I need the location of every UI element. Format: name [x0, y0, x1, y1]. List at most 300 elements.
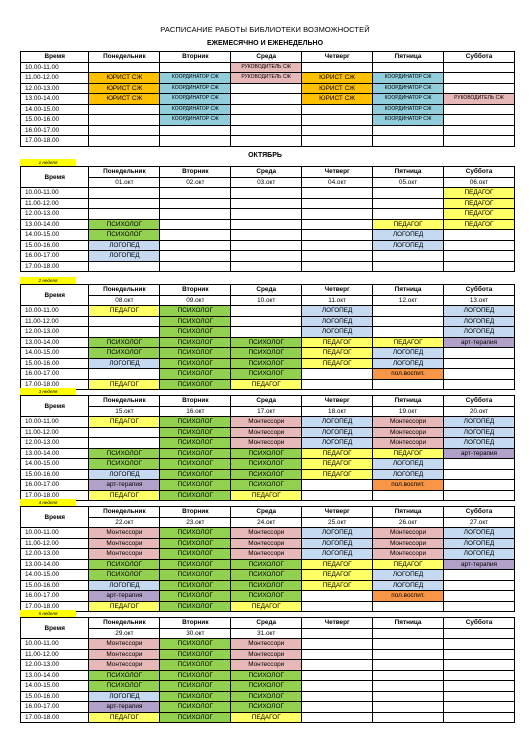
schedule-cell: ПЕДАГОГ: [89, 417, 160, 428]
table-row: [21, 448, 515, 459]
time-cell: 13.00-14.00: [21, 94, 89, 105]
schedule-cell: КООРДИНАТОР СЖ: [160, 115, 231, 126]
schedule-cell: ЛОГОПЕД: [444, 438, 515, 449]
schedule-cell: ПЕДАГОГ: [89, 306, 160, 317]
schedule-cell: Монтессори: [231, 427, 302, 438]
schedule-cell: Монтессори: [89, 528, 160, 539]
table-row: [21, 559, 515, 570]
table-row: [21, 358, 515, 369]
schedule-cell: ПСИХОЛОГ: [89, 559, 160, 570]
schedule-cell: КООРДИНАТОР СЖ: [373, 73, 444, 84]
table-row: [21, 136, 515, 147]
schedule-cell: [373, 198, 444, 209]
schedule-cell: Монтессори: [89, 660, 160, 671]
schedule-cell: ЛОГОПЕД: [302, 549, 373, 560]
schedule-cell: [444, 348, 515, 359]
week-label: 2 неделя: [20, 277, 76, 284]
time-cell: 15.00-16.00: [21, 580, 89, 591]
date-cell: [302, 628, 373, 639]
date-cell: 08.окт: [89, 295, 160, 306]
schedule-cell: ПЕДАГОГ: [302, 348, 373, 359]
column-header: Понедельник: [89, 507, 160, 518]
schedule-cell: ПСИХОЛОГ: [89, 681, 160, 692]
time-cell: 14.00-15.00: [21, 570, 89, 581]
schedule-cell: Монтессори: [373, 427, 444, 438]
date-row: [21, 517, 515, 528]
schedule-cell: арт-терапия: [89, 702, 160, 713]
date-cell: 15.окт: [89, 406, 160, 417]
time-cell: 12.00-13.00: [21, 660, 89, 671]
schedule-cell: ЛОГОПЕД: [373, 348, 444, 359]
time-cell: 15.00-16.00: [21, 358, 89, 369]
schedule-cell: [302, 379, 373, 390]
time-column-header: Время: [21, 396, 89, 417]
table-row: [21, 459, 515, 470]
schedule-cell: [231, 115, 302, 126]
schedule-cell: [373, 670, 444, 681]
schedule-cell: арт-терапия: [444, 559, 515, 570]
schedule-cell: [373, 681, 444, 692]
schedule-cell: ЛОГОПЕД: [444, 306, 515, 317]
schedule-cell: [373, 136, 444, 147]
schedule-cell: ЛОГОПЕД: [373, 230, 444, 241]
date-cell: 30.окт: [160, 628, 231, 639]
column-header: Четверг: [302, 52, 373, 63]
column-header: Пятница: [373, 285, 444, 296]
column-header: Среда: [231, 285, 302, 296]
time-cell: 12.00-13.00: [21, 438, 89, 449]
schedule-cell: ЛОГОПЕД: [444, 316, 515, 327]
time-cell: 15.00-16.00: [21, 240, 89, 251]
date-row: [21, 295, 515, 306]
table-row: [21, 601, 515, 612]
schedule-cell: [444, 580, 515, 591]
week-schedule-table: [20, 284, 515, 390]
time-column-header: Время: [21, 167, 89, 188]
schedule-cell: ПСИХОЛОГ: [160, 702, 231, 713]
schedule-cell: ПЕДАГОГ: [302, 337, 373, 348]
column-header: Суббота: [444, 167, 515, 178]
schedule-cell: ЛОГОПЕД: [302, 538, 373, 549]
schedule-cell: ПСИХОЛОГ: [160, 660, 231, 671]
date-cell: 09.окт: [160, 295, 231, 306]
schedule-cell: [302, 702, 373, 713]
time-cell: 14.00-15.00: [21, 104, 89, 115]
schedule-cell: [373, 306, 444, 317]
table-row: [21, 528, 515, 539]
schedule-cell: ПСИХОЛОГ: [231, 480, 302, 491]
schedule-cell: ПСИХОЛОГ: [160, 538, 231, 549]
schedule-cell: [89, 327, 160, 338]
column-header: Понедельник: [89, 618, 160, 629]
schedule-cell: [231, 306, 302, 317]
schedule-cell: [444, 712, 515, 723]
column-header: Время: [21, 52, 89, 63]
schedule-cell: [231, 261, 302, 272]
column-header: Четверг: [302, 285, 373, 296]
column-header: Среда: [231, 52, 302, 63]
schedule-cell: [444, 358, 515, 369]
time-column-header: Время: [21, 285, 89, 306]
schedule-cell: Монтессори: [231, 438, 302, 449]
column-header: Понедельник: [89, 52, 160, 63]
schedule-cell: [89, 188, 160, 199]
schedule-cell: ЮРИСТ СЖ: [302, 73, 373, 84]
date-row: [21, 406, 515, 417]
schedule-cell: [231, 327, 302, 338]
time-cell: 15.00-16.00: [21, 115, 89, 126]
table-row: [21, 660, 515, 671]
schedule-cell: [444, 660, 515, 671]
column-header: Вторник: [160, 507, 231, 518]
schedule-cell: ПЕДАГОГ: [89, 490, 160, 501]
schedule-cell: ЮРИСТ СЖ: [89, 94, 160, 105]
schedule-cell: пол.воспит.: [373, 480, 444, 491]
schedule-cell: КООРДИНАТОР СЖ: [373, 115, 444, 126]
time-cell: 14.00-15.00: [21, 348, 89, 359]
table-row: [21, 261, 515, 272]
table-row: [21, 490, 515, 501]
schedule-cell: ПСИХОЛОГ: [231, 358, 302, 369]
time-cell: 15.00-16.00: [21, 691, 89, 702]
header-row: [21, 618, 515, 629]
schedule-cell: арт-терапия: [444, 448, 515, 459]
schedule-cell: [89, 209, 160, 220]
schedule-cell: [231, 104, 302, 115]
table-row: [21, 62, 515, 73]
schedule-cell: [302, 240, 373, 251]
date-cell: 01.окт: [89, 177, 160, 188]
date-cell: 27.окт: [444, 517, 515, 528]
schedule-cell: ПСИХОЛОГ: [231, 348, 302, 359]
time-cell: 16.00-17.00: [21, 369, 89, 380]
schedule-cell: [444, 670, 515, 681]
schedule-cell: ЛОГОПЕД: [373, 570, 444, 581]
schedule-cell: ЛОГОПЕД: [373, 358, 444, 369]
column-header: Пятница: [373, 52, 444, 63]
time-cell: 14.00-15.00: [21, 681, 89, 692]
schedule-cell: ПЕДАГОГ: [444, 188, 515, 199]
schedule-cell: ЛОГОПЕД: [89, 358, 160, 369]
schedule-cell: [373, 691, 444, 702]
column-header: Четверг: [302, 507, 373, 518]
date-row: [21, 177, 515, 188]
column-header: Пятница: [373, 618, 444, 629]
schedule-cell: ПСИХОЛОГ: [160, 591, 231, 602]
time-column-header: Время: [21, 618, 89, 639]
time-cell: 13.00-14.00: [21, 448, 89, 459]
schedule-cell: ПСИХОЛОГ: [231, 469, 302, 480]
schedule-cell: [89, 438, 160, 449]
table-row: [21, 681, 515, 692]
schedule-cell: [89, 198, 160, 209]
schedule-cell: КООРДИНАТОР СЖ: [373, 104, 444, 115]
schedule-cell: ПСИХОЛОГ: [160, 712, 231, 723]
schedule-cell: ПСИХОЛОГ: [89, 219, 160, 230]
schedule-cell: КООРДИНАТОР СЖ: [160, 73, 231, 84]
schedule-cell: [373, 261, 444, 272]
time-cell: 13.00-14.00: [21, 337, 89, 348]
schedule-cell: РУКОВОДИТЕЛЬ СЖ: [444, 94, 515, 105]
schedule-cell: ПЕДАГОГ: [89, 712, 160, 723]
time-cell: 14.00-15.00: [21, 230, 89, 241]
schedule-cell: ЛОГОПЕД: [444, 327, 515, 338]
schedule-cell: ПЕДАГОГ: [231, 490, 302, 501]
schedule-cell: Монтессори: [231, 528, 302, 539]
schedule-cell: ПСИХОЛОГ: [231, 681, 302, 692]
schedule-cell: [373, 649, 444, 660]
schedule-cell: [89, 104, 160, 115]
table-row: [21, 480, 515, 491]
schedule-cell: [89, 316, 160, 327]
schedule-cell: [373, 702, 444, 713]
schedule-cell: ПСИХОЛОГ: [160, 459, 231, 470]
schedule-cell: ПСИХОЛОГ: [160, 570, 231, 581]
schedule-cell: ЛОГОПЕД: [302, 306, 373, 317]
schedule-cell: [444, 681, 515, 692]
schedule-cell: ПСИХОЛОГ: [160, 639, 231, 650]
schedule-cell: Монтессори: [373, 549, 444, 560]
week-label: 4 неделя: [20, 499, 76, 506]
schedule-cell: [160, 209, 231, 220]
date-row: [21, 628, 515, 639]
time-cell: 17.00-18.00: [21, 601, 89, 612]
schedule-cell: [444, 125, 515, 136]
time-cell: 10.00-11.00: [21, 417, 89, 428]
schedule-cell: ПЕДАГОГ: [373, 559, 444, 570]
schedule-cell: ПСИХОЛОГ: [160, 490, 231, 501]
schedule-cell: [444, 379, 515, 390]
schedule-cell: ПСИХОЛОГ: [160, 306, 231, 317]
column-header: Вторник: [160, 167, 231, 178]
schedule-cell: [302, 115, 373, 126]
date-cell: 29.окт: [89, 628, 160, 639]
schedule-cell: [302, 480, 373, 491]
schedule-cell: [160, 62, 231, 73]
time-cell: 16.00-17.00: [21, 702, 89, 713]
schedule-cell: [444, 649, 515, 660]
schedule-cell: [373, 660, 444, 671]
schedule-cell: [302, 490, 373, 501]
schedule-cell: ПСИХОЛОГ: [231, 448, 302, 459]
schedule-cell: Монтессори: [231, 660, 302, 671]
schedule-cell: [231, 316, 302, 327]
schedule-cell: ПСИХОЛОГ: [160, 369, 231, 380]
header-row: [21, 167, 515, 178]
column-header: Суббота: [444, 52, 515, 63]
column-header: Четверг: [302, 167, 373, 178]
schedule-cell: ЮРИСТ СЖ: [302, 83, 373, 94]
table-row: [21, 337, 515, 348]
column-header: Среда: [231, 167, 302, 178]
column-header: Среда: [231, 507, 302, 518]
schedule-cell: [302, 230, 373, 241]
table-row: [21, 417, 515, 428]
schedule-cell: [302, 125, 373, 136]
schedule-cell: [444, 570, 515, 581]
schedule-cell: [444, 691, 515, 702]
schedule-cell: ПЕДАГОГ: [302, 459, 373, 470]
schedule-cell: [231, 240, 302, 251]
schedule-cell: [444, 490, 515, 501]
schedule-cell: ПЕДАГОГ: [444, 209, 515, 220]
schedule-cell: [160, 125, 231, 136]
schedule-cell: ПСИХОЛОГ: [231, 369, 302, 380]
schedule-cell: [302, 591, 373, 602]
schedule-cell: [89, 62, 160, 73]
schedule-cell: ПЕДАГОГ: [302, 448, 373, 459]
schedule-cell: Монтессори: [231, 538, 302, 549]
schedule-cell: [444, 83, 515, 94]
schedule-cell: ПСИХОЛОГ: [160, 681, 231, 692]
schedule-cell: [89, 261, 160, 272]
time-cell: 10.00-11.00: [21, 188, 89, 199]
table-row: [21, 188, 515, 199]
schedule-cell: [231, 209, 302, 220]
date-cell: 20.окт: [444, 406, 515, 417]
schedule-cell: арт-терапия: [444, 337, 515, 348]
schedule-cell: Монтессори: [89, 649, 160, 660]
time-cell: 11.00-12.00: [21, 198, 89, 209]
schedule-cell: Монтессори: [231, 417, 302, 428]
time-cell: 13.00-14.00: [21, 559, 89, 570]
schedule-cell: ПЕДАГОГ: [373, 448, 444, 459]
date-cell: 26.окт: [373, 517, 444, 528]
schedule-cell: [231, 230, 302, 241]
schedule-cell: ЛОГОПЕД: [444, 549, 515, 560]
schedule-cell: КООРДИНАТОР СЖ: [160, 94, 231, 105]
schedule-cell: ПСИХОЛОГ: [160, 580, 231, 591]
table-row: [21, 691, 515, 702]
month-title: ОКТЯБРЬ: [248, 152, 282, 159]
time-cell: 13.00-14.00: [21, 219, 89, 230]
time-cell: 12.00-13.00: [21, 209, 89, 220]
schedule-cell: ПСИХОЛОГ: [160, 559, 231, 570]
schedule-cell: ЮРИСТ СЖ: [89, 83, 160, 94]
schedule-cell: ЛОГОПЕД: [373, 580, 444, 591]
table-row: [21, 438, 515, 449]
schedule-cell: ЛОГОПЕД: [444, 427, 515, 438]
document-title: РАСПИСАНИЕ РАБОТЫ БИБЛИОТЕКИ ВОЗМОЖНОСТЕЙ: [160, 25, 370, 34]
schedule-cell: ПСИХОЛОГ: [160, 528, 231, 539]
table-row: [21, 240, 515, 251]
schedule-cell: ПСИХОЛОГ: [160, 337, 231, 348]
table-row: [21, 73, 515, 84]
schedule-cell: Монтессори: [373, 528, 444, 539]
schedule-cell: пол.воспит.: [373, 369, 444, 380]
column-header: Суббота: [444, 618, 515, 629]
schedule-cell: ПСИХОЛОГ: [231, 580, 302, 591]
table-row: [21, 348, 515, 359]
schedule-cell: Монтессори: [373, 438, 444, 449]
column-header: Пятница: [373, 396, 444, 407]
column-header: Среда: [231, 618, 302, 629]
time-cell: 11.00-12.00: [21, 649, 89, 660]
schedule-cell: ПСИХОЛОГ: [160, 549, 231, 560]
schedule-cell: ПСИХОЛОГ: [231, 570, 302, 581]
schedule-cell: [302, 198, 373, 209]
table-row: [21, 83, 515, 94]
schedule-cell: Монтессори: [231, 639, 302, 650]
date-cell: 12.окт: [373, 295, 444, 306]
schedule-cell: РУКОВОДИТЕЛЬ СЖ: [231, 62, 302, 73]
schedule-cell: ЛОГОПЕД: [89, 251, 160, 262]
schedule-cell: ПСИХОЛОГ: [160, 348, 231, 359]
schedule-cell: ПСИХОЛОГ: [89, 337, 160, 348]
schedule-cell: [444, 115, 515, 126]
schedule-cell: ПСИХОЛОГ: [160, 316, 231, 327]
schedule-cell: [302, 219, 373, 230]
schedule-cell: [444, 702, 515, 713]
time-cell: 11.00-12.00: [21, 538, 89, 549]
schedule-cell: ПСИХОЛОГ: [89, 448, 160, 459]
time-cell: 10.00-11.00: [21, 528, 89, 539]
column-header: Суббота: [444, 507, 515, 518]
table-row: [21, 538, 515, 549]
schedule-cell: ПЕДАГОГ: [302, 570, 373, 581]
header-row: [21, 507, 515, 518]
schedule-cell: ЮРИСТ СЖ: [89, 73, 160, 84]
date-cell: 31.окт: [231, 628, 302, 639]
date-cell: 05.окт: [373, 177, 444, 188]
schedule-cell: ЛОГОПЕД: [89, 691, 160, 702]
schedule-cell: ЛОГОПЕД: [373, 469, 444, 480]
time-cell: 16.00-17.00: [21, 480, 89, 491]
schedule-cell: ПСИХОЛОГ: [160, 469, 231, 480]
table-row: [21, 115, 515, 126]
date-cell: [373, 628, 444, 639]
schedule-cell: ПЕДАГОГ: [231, 712, 302, 723]
schedule-cell: ЛОГОПЕД: [89, 580, 160, 591]
time-cell: 16.00-17.00: [21, 125, 89, 136]
week-schedule-table: [20, 395, 515, 501]
date-cell: 10.окт: [231, 295, 302, 306]
schedule-cell: [89, 136, 160, 147]
schedule-cell: КООРДИНАТОР СЖ: [373, 83, 444, 94]
schedule-cell: [373, 490, 444, 501]
schedule-cell: арт-терапия: [89, 591, 160, 602]
schedule-cell: [444, 73, 515, 84]
week-label: 5 неделя: [20, 610, 76, 617]
table-row: [21, 327, 515, 338]
time-cell: 17.00-18.00: [21, 712, 89, 723]
week-schedule-table: [20, 506, 515, 612]
time-cell: 10.00-11.00: [21, 306, 89, 317]
header-row: [21, 396, 515, 407]
table-row: [21, 209, 515, 220]
schedule-cell: [302, 691, 373, 702]
monthly-schedule-table: [20, 51, 515, 147]
schedule-cell: ЛОГОПЕД: [444, 417, 515, 428]
week-schedule-table: [20, 166, 515, 272]
schedule-cell: [444, 136, 515, 147]
date-cell: 23.окт: [160, 517, 231, 528]
schedule-cell: [302, 601, 373, 612]
table-row: [21, 639, 515, 650]
date-cell: 16.окт: [160, 406, 231, 417]
schedule-cell: [89, 115, 160, 126]
schedule-cell: [160, 230, 231, 241]
schedule-cell: ЮРИСТ СЖ: [302, 94, 373, 105]
header-row: [21, 285, 515, 296]
time-cell: 11.00-12.00: [21, 427, 89, 438]
date-cell: 24.окт: [231, 517, 302, 528]
schedule-cell: ПЕДАГОГ: [373, 219, 444, 230]
schedule-cell: [160, 136, 231, 147]
table-row: [21, 469, 515, 480]
schedule-cell: ПСИХОЛОГ: [231, 591, 302, 602]
schedule-cell: ПЕДАГОГ: [373, 337, 444, 348]
